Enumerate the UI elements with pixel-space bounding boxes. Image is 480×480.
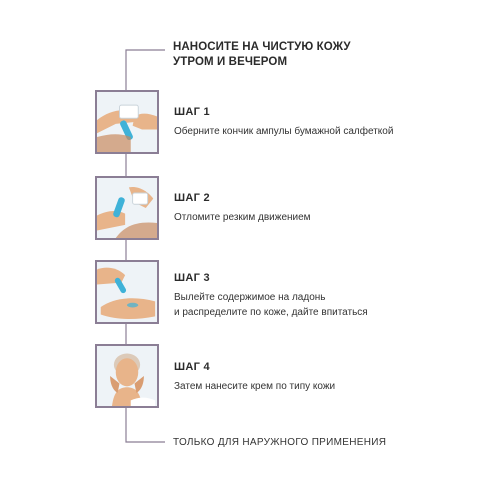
step-4-text [174, 379, 464, 394]
step-3-title: ШАГ 3 [174, 272, 210, 284]
hand-breaking-ampoule-icon [97, 178, 157, 238]
step-3-line-1: Вылейте содержимое на ладонь [174, 292, 326, 303]
step-2 [174, 192, 464, 225]
step-1-title: ШАГ 1 [174, 106, 210, 118]
step-3-text [174, 290, 464, 320]
step-1-text [174, 124, 464, 139]
hand-wrapping-ampoule-icon [97, 92, 157, 152]
step-2-title: ШАГ 2 [174, 192, 210, 204]
step-2-illustration [95, 176, 159, 240]
step-4-line-1: Затем нанесите крем по типу кожи [174, 381, 336, 392]
step-4-illustration [95, 344, 159, 408]
step-3-illustration [95, 260, 159, 324]
face-applying-cream-icon [97, 346, 157, 406]
step-3 [174, 272, 464, 320]
step-2-line-1: Отломите резким движением [174, 212, 311, 223]
step-4-title: ШАГ 4 [174, 361, 210, 373]
header-line-2: УТРОМ И ВЕЧЕРОМ [173, 56, 288, 68]
step-1-illustration [95, 90, 159, 154]
footer-note: ТОЛЬКО ДЛЯ НАРУЖНОГО ПРИМЕНЕНИЯ [173, 437, 387, 448]
step-1-line-1: Оберните кончик ампулы бумажной салфеткой [174, 126, 394, 137]
step-3-line-2: и распределите по коже, дайте впитаться [174, 307, 368, 318]
pouring-into-palm-icon [97, 262, 157, 322]
step-1 [174, 106, 464, 139]
step-4 [174, 361, 464, 394]
step-2-text [174, 210, 464, 225]
header-line-1: НАНОСИТЕ НА ЧИСТУЮ КОЖУ [173, 41, 351, 53]
header-title [173, 40, 463, 70]
